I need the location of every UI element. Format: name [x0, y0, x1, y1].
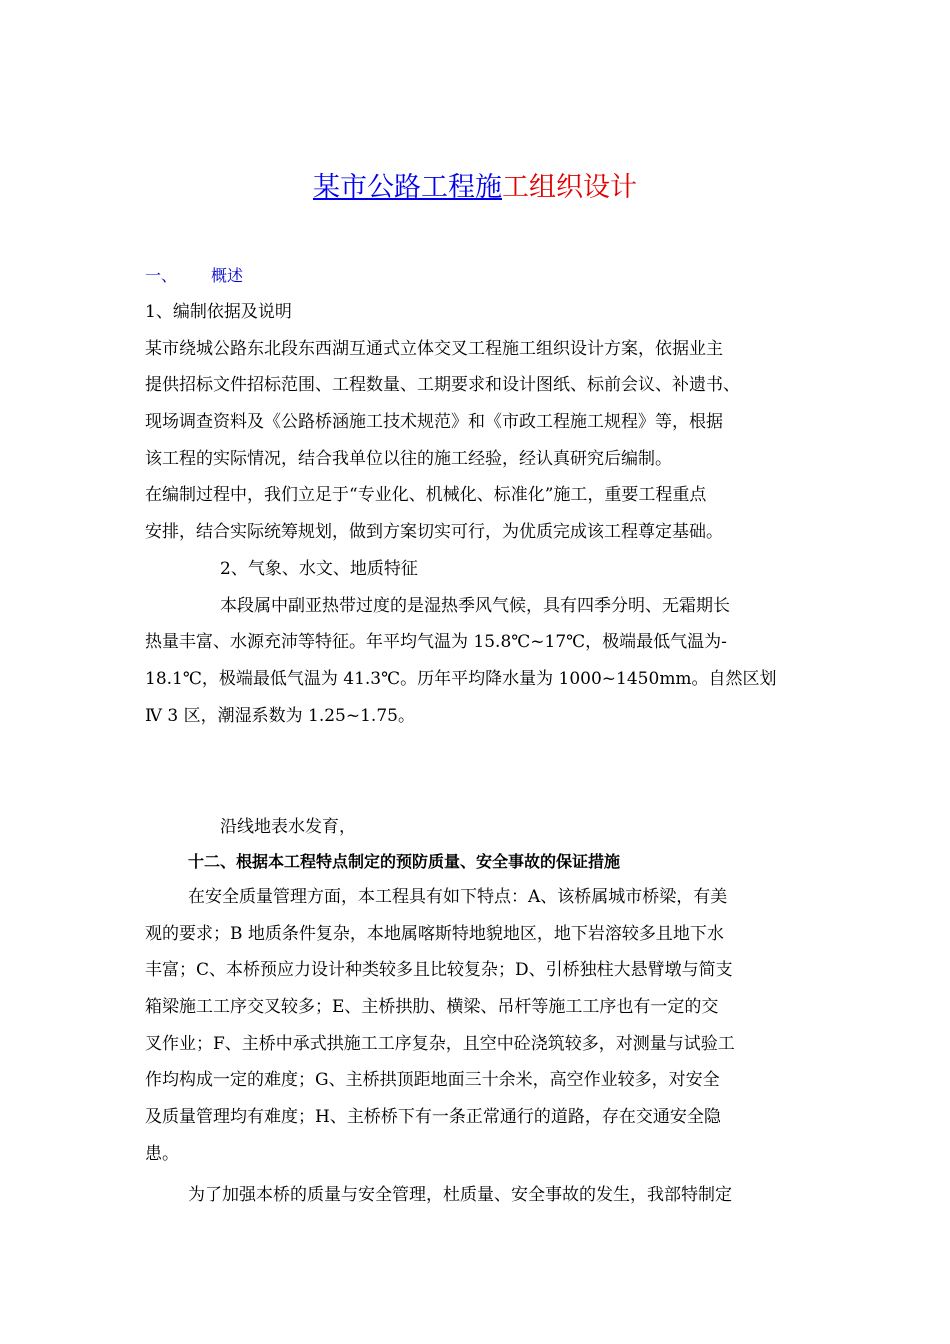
paragraph-line: 18.1℃，极端最低气温为 41.3℃。历年平均降水量为 1000~1450mm。自然区划: [145, 669, 777, 689]
paragraph-line: 沿线地表水发育，: [220, 817, 356, 837]
title-rest: 工组织设计: [502, 172, 637, 203]
paragraph-line: 安排，结合实际统筹规划，做到方案切实可行，为优质完成该工程尊定基础。: [145, 522, 723, 542]
paragraph-line: 丰富；C、本桥预应力设计种类较多且比较复杂；D、引桥独柱大悬臂墩与简支: [145, 960, 733, 980]
paragraph-line: 热量丰富、水源充沛等特征。年平均气温为 15.8℃~17℃，极端最低气温为-: [145, 632, 727, 652]
paragraph-line: 及质量管理均有难度；H、主桥桥下有一条正常通行的道路，存在交通安全隐: [145, 1107, 721, 1127]
paragraph-line: 箱梁施工工序交叉较多；E、主桥拱肋、横梁、吊杆等施工工序也有一定的交: [145, 997, 719, 1017]
paragraph-line: 作均构成一定的难度；G、主桥拱顶距地面三十余米，高空作业较多，对安全: [145, 1070, 720, 1090]
paragraph-line: 某市绕城公路东北段东西湖互通式立体交叉工程施工组织设计方案，依据业主: [145, 339, 723, 359]
paragraph-line: Ⅳ 3 区，潮湿系数为 1.25~1.75。: [145, 706, 415, 726]
paragraph-line: 提供招标文件招标范围、工程数量、工期要求和设计图纸、标前会议、补遗书、: [145, 375, 740, 395]
paragraph-line: 观的要求；B 地质条件复杂，本地属喀斯特地貌地区，地下岩溶较多且地下水: [145, 924, 724, 944]
title-link[interactable]: 某市公路工程施: [313, 172, 502, 203]
section-heading-twelve: 十二、根据本工程特点制定的预防质量、安全事故的保证措施: [188, 852, 621, 871]
paragraph-line: 为了加强本桥的质量与安全管理，杜质量、安全事故的发生，我部特制定: [188, 1185, 732, 1205]
paragraph-line: 现场调查资料及《公路桥涵施工技术规范》和《市政工程施工规程》等，根据: [145, 412, 723, 432]
subheading-basis: 1、编制依据及说明: [145, 302, 292, 322]
paragraph-line: 在安全质量管理方面，本工程具有如下特点：A、该桥属城市桥梁，有美: [188, 887, 728, 907]
paragraph-line: 患。: [145, 1144, 179, 1164]
paragraph-line: 该工程的实际情况，结合我单位以往的施工经验，经认真研究后编制。: [145, 449, 672, 469]
section-label: 概述: [211, 266, 244, 285]
paragraph-line: 在编制过程中，我们立足于“专业化、机械化、标准化”施工，重要工程重点: [145, 485, 707, 505]
section-heading-overview: [145, 264, 243, 288]
subheading-climate: 2、气象、水文、地质特征: [220, 559, 418, 579]
section-number: 一、: [145, 266, 178, 285]
document-title: [0, 168, 950, 208]
paragraph-line: 本段属中副亚热带过度的是湿热季风气候，具有四季分明、无霜期长: [220, 596, 730, 616]
paragraph-line: 叉作业；F、主桥中承式拱施工工序复杂，且空中砼浇筑较多，对测量与试验工: [145, 1034, 735, 1054]
